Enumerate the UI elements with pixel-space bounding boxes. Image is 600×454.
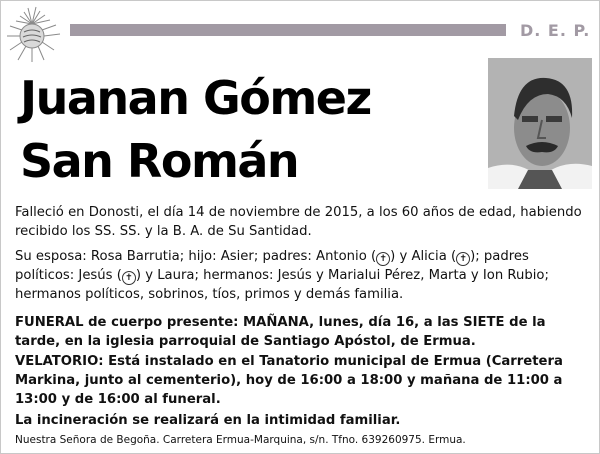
funeral-info: FUNERAL de cuerpo presente: MAÑANA, lunes, día 16, a las SIETE de la tarde, en la iglesia parroquial de Santiago Apóstol, de Ermua.	[15, 315, 546, 349]
dep-badge: D. E. P.	[520, 21, 591, 40]
family-text-b: ) y Alicia (	[390, 249, 457, 264]
cross-icon: ✝	[376, 252, 390, 266]
death-announcement: Falleció en Donosti, el día 14 de noviembre de 2015, a los 60 años de edad, habiendo recibido los SS. SS. y la B. A. de Su Santidad.	[15, 205, 582, 239]
velatorio-info: VELATORIO: Está instalado en el Tanatorio municipal de Ermua (Carretera Markina, junto al cementerio), hoy de 16:00 a 18:00 y mañana de 11:00 a 13:00 y de 16:00 al funeral.	[15, 354, 563, 407]
thistle-flower-icon	[4, 4, 64, 64]
cross-icon: ✝	[456, 252, 470, 266]
family-text-a: Su esposa: Rosa Barrutia; hijo: Asier; padres: Antonio (	[15, 249, 377, 264]
cremation-info: La incineración se realizará en la intimidad familiar.	[15, 413, 401, 428]
cross-icon: ✝	[122, 271, 136, 285]
footer-address: Nuestra Señora de Begoña. Carretera Ermua-Marquina, s/n. Tfno. 639260975. Ermua.	[15, 434, 466, 446]
deceased-photo	[488, 58, 592, 189]
header-bar	[70, 24, 506, 36]
family-text-d: ) y Laura; hermanos: Jesús y Marialui Pérez, Marta y Ion Rubio; hermanos políticos, sobrinos, tíos, primos y demás familia.	[15, 268, 549, 302]
deceased-name-line2: San Román	[20, 134, 299, 188]
deceased-name-line1: Juanan Gómez	[20, 71, 371, 125]
family-text-c: ); padres políticos: Jesús (	[15, 249, 529, 283]
family-list	[15, 247, 585, 304]
